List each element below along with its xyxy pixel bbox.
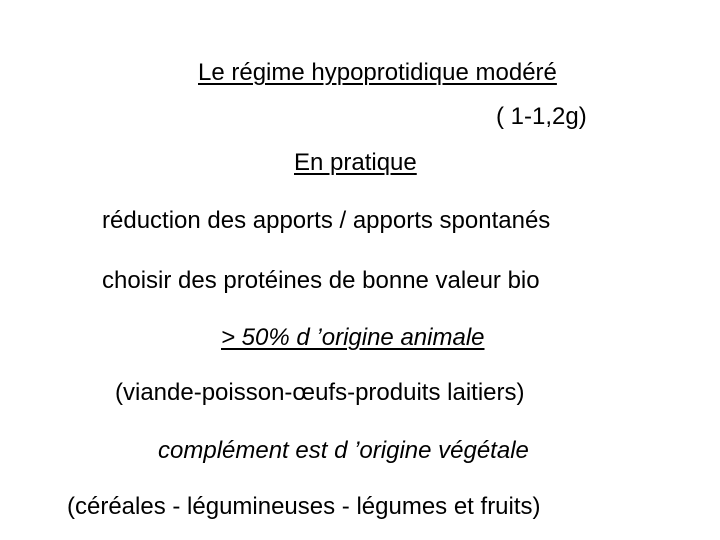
section-heading: En pratique — [294, 149, 417, 176]
text-line-animal-origin: > 50% d ’origine animale — [221, 324, 485, 351]
slide-title: Le régime hypoprotidique modéré — [198, 59, 557, 86]
text-line-vegetable-origin: complément est d ’origine végétale — [158, 437, 529, 464]
slide-subtitle: ( 1-1,2g) — [496, 103, 587, 130]
text-line-vegetable-examples: (céréales - légumineuses - légumes et fruits) — [67, 493, 541, 520]
text-line-reduction: réduction des apports / apports spontanés — [102, 207, 551, 234]
text-line-choose-proteins: choisir des protéines de bonne valeur bio — [102, 267, 540, 294]
text-line-animal-examples: (viande-poisson-œufs-produits laitiers) — [115, 379, 525, 406]
